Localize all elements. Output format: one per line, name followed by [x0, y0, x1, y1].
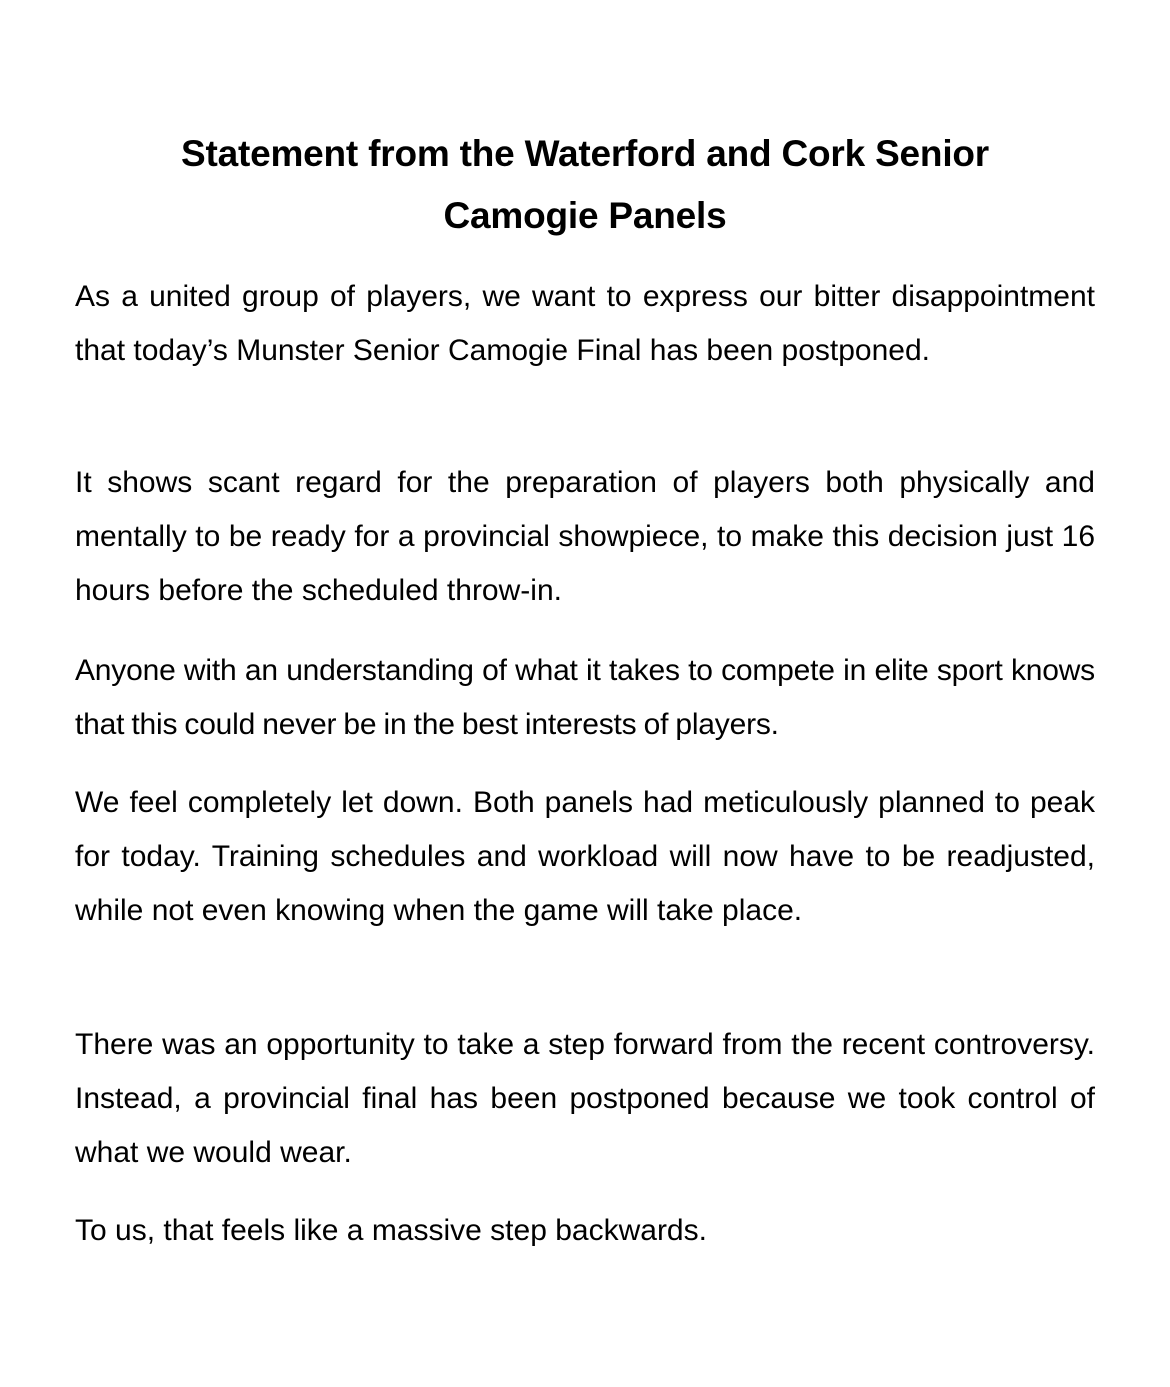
statement-title [75, 123, 1095, 247]
paragraph-step-backwards: To us, that feels like a massive step backwards. [75, 1214, 707, 1247]
statement-title-line-2: Camogie Panels [443, 195, 727, 236]
paragraph-let-down: We feel completely let down. Both panels had meticulously planned to peak for today. Training schedules and workload will now have to be readjusted, while not even knowing when the game will take place. [75, 786, 1095, 927]
paragraph-disappointment: As a united group of players, we want to express our bitter disappointment that today’s Munster Senior Camogie Final has been postponed. [75, 280, 1095, 367]
paragraph-elite-sport: Anyone with an understanding of what it takes to compete in elite sport knows that this could never be in the best interests of players. [75, 654, 1095, 741]
paragraph-opportunity: There was an opportunity to take a step forward from the recent controversy. Instead, a provincial final has been postponed because we took control of what we would wear. [75, 1028, 1095, 1169]
statement-title-line-1: Statement from the Waterford and Cork Senior [180, 133, 990, 174]
paragraph-preparation: It shows scant regard for the preparation of players both physically and mentally to be ready for a provincial showpiece, to make this decision just 16 hours before the scheduled throw-in. [75, 466, 1095, 607]
